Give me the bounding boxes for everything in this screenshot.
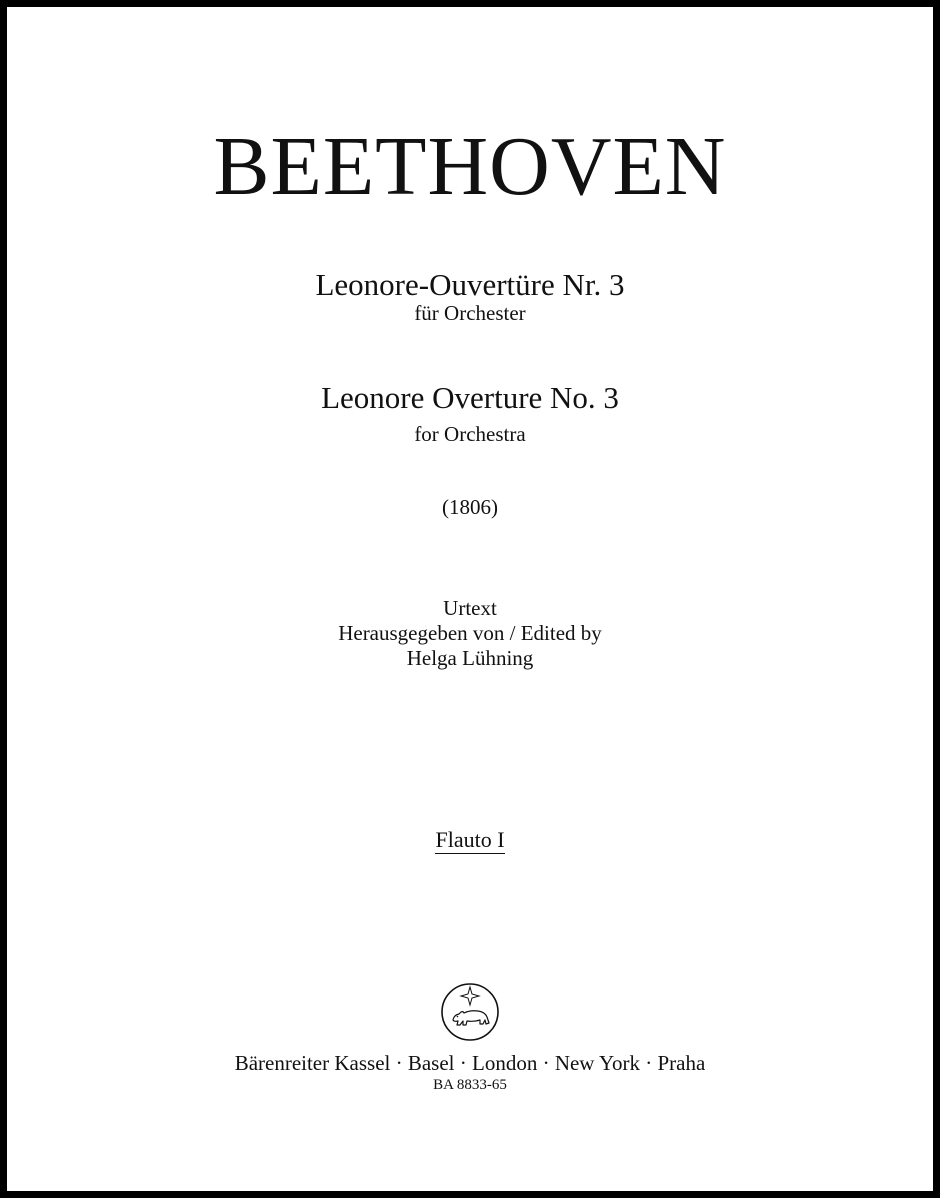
title-german: Leonore-Ouvertüre Nr. 3 — [315, 267, 625, 302]
part-name-text: Flauto I — [435, 827, 505, 852]
editor-name: Helga Lühning — [406, 646, 534, 670]
part-name — [7, 829, 933, 854]
subtitle-english: for Orchestra — [414, 422, 526, 446]
edited-by-label: Herausgegeben von / Edited by — [338, 621, 602, 645]
subtitle-german: für Orchester — [414, 301, 526, 325]
publisher-line: Bärenreiter Kassel · Basel · London · New York · Praha — [234, 1051, 706, 1075]
title-english: Leonore Overture No. 3 — [321, 380, 619, 415]
composer-name: BEETHOVEN — [213, 120, 727, 213]
catalog-number: BA 8833-65 — [433, 1077, 507, 1093]
title-page — [7, 7, 933, 1191]
composition-year: (1806) — [442, 495, 498, 519]
baerenreiter-logo-icon — [440, 982, 500, 1042]
edition-type: Urtext — [443, 596, 497, 620]
